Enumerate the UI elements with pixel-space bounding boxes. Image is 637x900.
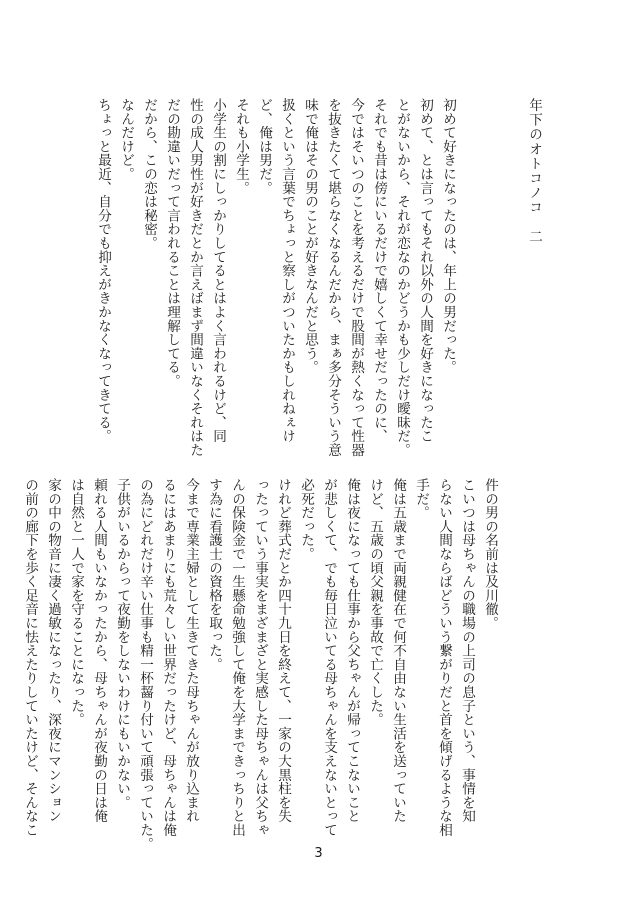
text-line: 件の男の名前は及川徹。 bbox=[482, 478, 498, 630]
text-line: ったっていう事実をまざまざと実感した母ちゃんは父ちゃ bbox=[252, 478, 268, 837]
text-line: 扱くという言葉でちょっと察しがついたかもしれねぇけ bbox=[279, 98, 295, 443]
text-line: だの勘違いだって言われることは理解してる。 bbox=[164, 98, 180, 388]
text-line: 俺は五歳まで両親健在で何不自由ない生活を送っていた bbox=[390, 478, 406, 823]
text-line: 手だ。 bbox=[413, 478, 429, 520]
text-line: 初めて、とは言ってもそれ以外の人間を好きになったこ bbox=[417, 98, 433, 443]
text-line: を抜きたくて堪らなくなるんだから、まぁ多分そういう意 bbox=[325, 98, 341, 457]
text-line: 必死だった。 bbox=[298, 478, 314, 561]
text-line: なんだけど。 bbox=[118, 98, 134, 181]
text-line: は自然と一人で家を守ることになった。 bbox=[68, 478, 84, 727]
text-line: 味で俺はその男のことが好きなんだと思う。 bbox=[302, 98, 318, 374]
text-line: 俺は夜になっても仕事から父ちゃんが帰ってこないこと bbox=[344, 478, 360, 823]
text-line: 性の成人男性が好きだとか言えばまず間違いなくそれはた bbox=[187, 98, 203, 457]
text-line: んの保険金で一生懸命勉強して俺を大学まできっちりと出 bbox=[229, 478, 245, 837]
text-line: 子供がいるからって夜勤をしないわけにもいかない。 bbox=[114, 478, 130, 810]
text-line: が悲しくて、でも毎日泣いてる母ちゃんを支えないとって bbox=[321, 478, 337, 837]
text-line: らない人間ならばどういう繋がりだと首を傾げるような相 bbox=[436, 478, 452, 837]
text-line: 今まで専業主婦として生きてきた母ちゃんが放り込まれ bbox=[183, 478, 199, 823]
text-line: 頼れる人間もいなかったから、母ちゃんが夜勤の日は俺 bbox=[91, 478, 107, 823]
text-line: だから、この恋は秘密。 bbox=[141, 98, 157, 250]
text-line: けれど葬式だとか四十九日を終えて、一家の大黒柱を失 bbox=[275, 478, 291, 823]
text-line: それも小学生。 bbox=[233, 98, 249, 195]
text-line: とがないから、それが恋なのかどうかも少しだけ曖昧だ。 bbox=[394, 98, 410, 457]
text-line: 家の中の物音に凄く過敏になったり、深夜にマンション bbox=[45, 478, 61, 823]
text-line: こいつは母ちゃんの職場の上司の息子という、事情を知 bbox=[459, 478, 475, 823]
text-line: ちょっと最近、自分でも抑えがきかなくなってきてる。 bbox=[95, 98, 111, 443]
text-line: 初めて好きになったのは、年上の男だった。 bbox=[440, 98, 456, 374]
text-line: の前の廊下を歩く足音に怯えたりしていたけど、そんなこ bbox=[22, 478, 38, 837]
text-line: の為にどれだけ辛い仕事も精一杯齧り付いて頑張っていた。 bbox=[137, 478, 153, 851]
chapter-title: 年下のオトコノコ 二 bbox=[526, 98, 542, 244]
lower-text-block bbox=[18, 478, 501, 851]
text-line: それでも昔は傍にいるだけで嬉しくて幸せだったのに、 bbox=[371, 98, 387, 443]
text-line: ど、俺は男だ。 bbox=[256, 98, 272, 195]
text-line: 小学生の割にしっかりしてるとはよく言われるけど、同 bbox=[210, 98, 226, 443]
text-line: 今ではそいつのことを考えるだけで股間が熱くなって性器 bbox=[348, 98, 364, 457]
text-line: す為に看護士の資格を取った。 bbox=[206, 478, 222, 672]
page-number: 3 bbox=[314, 846, 323, 861]
text-line: けど、五歳の頃父親を事故で亡くした。 bbox=[367, 478, 383, 727]
upper-text-block bbox=[91, 98, 459, 457]
text-line: るにはあまりにも荒々しい世界だったけど、母ちゃんは俺 bbox=[160, 478, 176, 837]
